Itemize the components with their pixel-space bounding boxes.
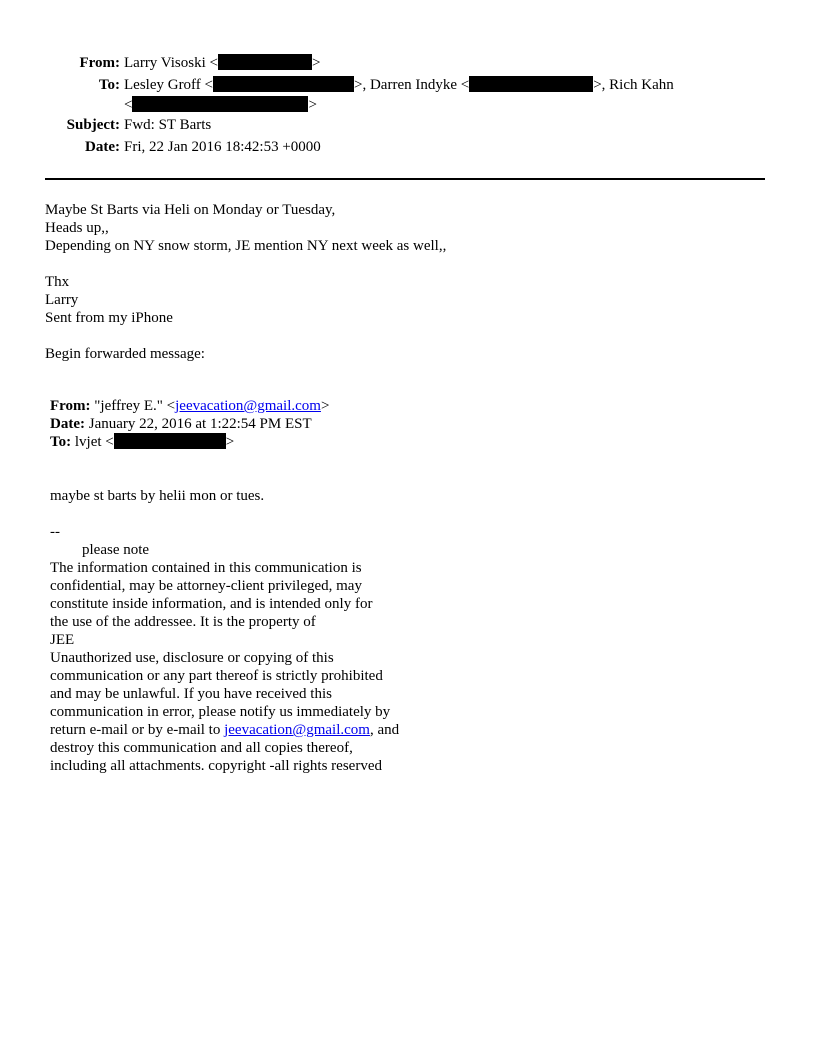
header-divider xyxy=(45,178,765,180)
header-date-row xyxy=(0,138,816,160)
signoff-line: Sent from my iPhone xyxy=(45,310,173,326)
to-cont-close: > xyxy=(308,97,317,113)
redaction-box xyxy=(213,76,354,92)
from-name: Larry Visoski < xyxy=(124,55,218,71)
fwd-date-label: Date: xyxy=(50,416,85,432)
fwd-from-label: From: xyxy=(50,398,91,414)
redaction-box xyxy=(114,433,226,449)
disclaimer-email-line xyxy=(50,721,750,739)
disclaimer-line: confidential, may be attorney-client privileged, may xyxy=(50,578,362,594)
forwarded-message xyxy=(50,397,750,775)
subject-label: Subject: xyxy=(66,117,120,133)
disclaimer-line: Unauthorized use, disclosure or copying of this xyxy=(50,650,334,666)
header-to-row xyxy=(0,76,816,116)
body-line: Depending on NY snow storm, JE mention NY next week as well,, xyxy=(45,238,447,254)
email-header xyxy=(0,54,816,160)
body-line: Heads up,, xyxy=(45,220,109,236)
disclaimer-email-suffix: , and xyxy=(369,722,400,738)
from-value xyxy=(124,54,320,72)
fwd-from-email-link[interactable]: jeevacation@gmail.com xyxy=(175,398,321,414)
redaction-box xyxy=(132,96,308,112)
to-cont-open: < xyxy=(124,97,133,113)
disclaimer-email-prefix: return e-mail or by e-mail to xyxy=(50,722,225,738)
to-separator-2: >, Rich Kahn xyxy=(593,77,674,93)
disclaimer-line: communication or any part thereof is strictly prohibited xyxy=(50,668,383,684)
fwd-from-row xyxy=(50,397,750,415)
fwd-message-text: maybe st barts by helii mon or tues. xyxy=(50,488,265,504)
disclaimer-line: JEE xyxy=(50,632,75,648)
fwd-date-value: January 22, 2016 at 1:22:54 PM EST xyxy=(88,416,312,432)
subject-value: Fwd: ST Barts xyxy=(124,117,212,133)
to-label: To: xyxy=(98,77,120,93)
fwd-to-label: To: xyxy=(50,434,72,450)
redaction-box xyxy=(218,54,312,70)
disclaimer-line: destroy this communication and all copies thereof, xyxy=(50,740,353,756)
to-name-1: Lesley Groff < xyxy=(124,77,213,93)
disclaimer-line: including all attachments. copyright -all rights reserved xyxy=(50,758,382,774)
fwd-date-row xyxy=(50,415,750,433)
redaction-box xyxy=(469,76,593,92)
to-separator-1: >, Darren Indyke < xyxy=(354,77,470,93)
disclaimer-email-link[interactable]: jeevacation@gmail.com xyxy=(224,722,370,738)
signature-dashes: -- xyxy=(50,524,60,540)
from-label: From: xyxy=(79,55,120,71)
disclaimer-line: communication in error, please notify us immediately by xyxy=(50,704,391,720)
header-from-row xyxy=(0,54,816,76)
from-close: > xyxy=(311,55,321,71)
disclaimer-line: constitute inside information, and is intended only for xyxy=(50,596,373,612)
fwd-from-close: > xyxy=(320,398,330,414)
date-value: Fri, 22 Jan 2016 18:42:53 +0000 xyxy=(124,139,321,155)
header-subject-row xyxy=(0,116,816,138)
message-body xyxy=(45,201,765,363)
fwd-to-name: lvjet < xyxy=(74,434,114,450)
fwd-to-row xyxy=(50,433,750,451)
fwd-to-close: > xyxy=(225,434,235,450)
signoff-line: Thx xyxy=(45,274,70,290)
disclaimer-line: and may be unlawful. If you have received this xyxy=(50,686,332,702)
fwd-from-name: "jeffrey E." < xyxy=(94,398,176,414)
date-label: Date: xyxy=(85,139,120,155)
signoff-line: Larry xyxy=(45,292,79,308)
begin-forwarded-text: Begin forwarded message: xyxy=(45,346,205,362)
to-value-continued xyxy=(124,96,317,114)
body-line: Maybe St Barts via Heli on Monday or Tuesday, xyxy=(45,202,336,218)
disclaimer-line: The information contained in this communication is xyxy=(50,560,362,576)
disclaimer-line: the use of the addressee. It is the property of xyxy=(50,614,316,630)
please-note-text: please note xyxy=(82,542,150,558)
to-value xyxy=(124,76,674,94)
